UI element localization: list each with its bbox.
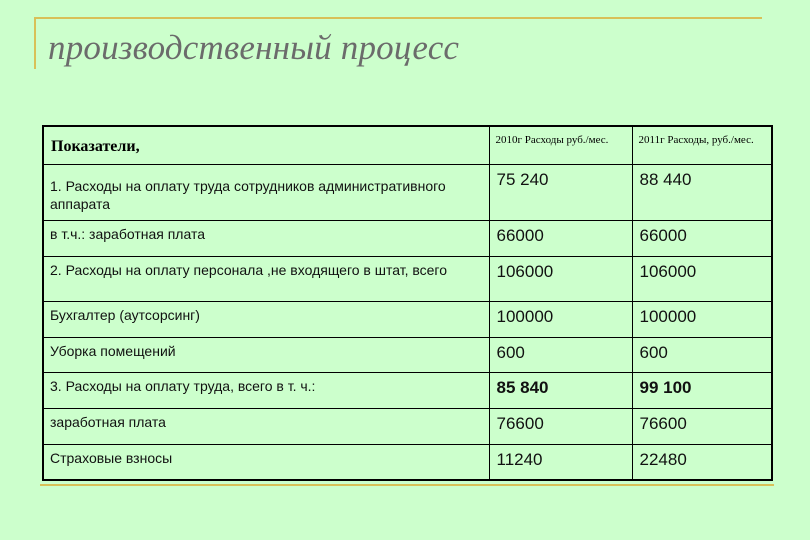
row-value-2011: 76600	[639, 413, 687, 433]
row-label: в т.ч.: заработная плата	[50, 225, 205, 242]
frame-top-line	[34, 17, 762, 19]
table-header-row	[43, 126, 772, 164]
expenses-table	[42, 125, 773, 481]
row-label: заработная плата	[50, 413, 166, 430]
expenses-table-wrap	[42, 125, 771, 481]
table-row	[43, 256, 772, 301]
header-2011	[632, 126, 772, 164]
row-value-2011: 100000	[639, 306, 697, 326]
footer-line	[40, 484, 774, 486]
row-value-2010: 85 840	[496, 377, 549, 397]
row-label: Уборка помещений	[50, 342, 176, 359]
row-label: Страховые взносы	[50, 449, 173, 466]
row-value-2011: 99 100	[639, 377, 692, 397]
table-row	[43, 337, 772, 372]
table-row	[43, 301, 772, 337]
row-value-2011: 88 440	[639, 169, 692, 189]
header-2010	[489, 126, 632, 164]
row-label: 1. Расходы на оплату труда сотрудников административного аппарата	[50, 177, 446, 212]
row-value-2010: 66000	[496, 225, 544, 245]
row-value-2011: 600	[639, 342, 668, 362]
frame-left-line	[34, 17, 36, 69]
row-value-2011: 106000	[639, 261, 697, 281]
row-label: 3. Расходы на оплату труда, всего в т. ч.:	[50, 377, 316, 394]
row-value-2011: 22480	[639, 449, 687, 469]
header-2011-label: 2011г Расходы, руб./мес.	[638, 134, 754, 146]
header-indicator	[43, 126, 489, 164]
row-value-2010: 600	[496, 342, 525, 362]
row-value-2010: 100000	[496, 306, 554, 326]
table-row	[43, 164, 772, 220]
row-label: 2. Расходы на оплату персонала ,не входящего в штат, всего	[50, 261, 448, 278]
row-value-2010: 11240	[496, 449, 543, 469]
slide-title: производственный процесс	[48, 28, 460, 67]
row-label: Бухгалтер (аутсорсинг)	[50, 306, 200, 323]
row-value-2010: 106000	[496, 261, 554, 281]
table-row	[43, 408, 772, 444]
header-indicator-label: Показатели,	[51, 138, 140, 155]
header-2010-label: 2010г Расходы руб./мес.	[495, 134, 609, 146]
row-value-2010: 75 240	[496, 169, 549, 189]
row-value-2010: 76600	[496, 413, 544, 433]
table-row	[43, 444, 772, 480]
table-row	[43, 372, 772, 408]
row-value-2011: 66000	[639, 225, 687, 245]
table-row	[43, 220, 772, 256]
